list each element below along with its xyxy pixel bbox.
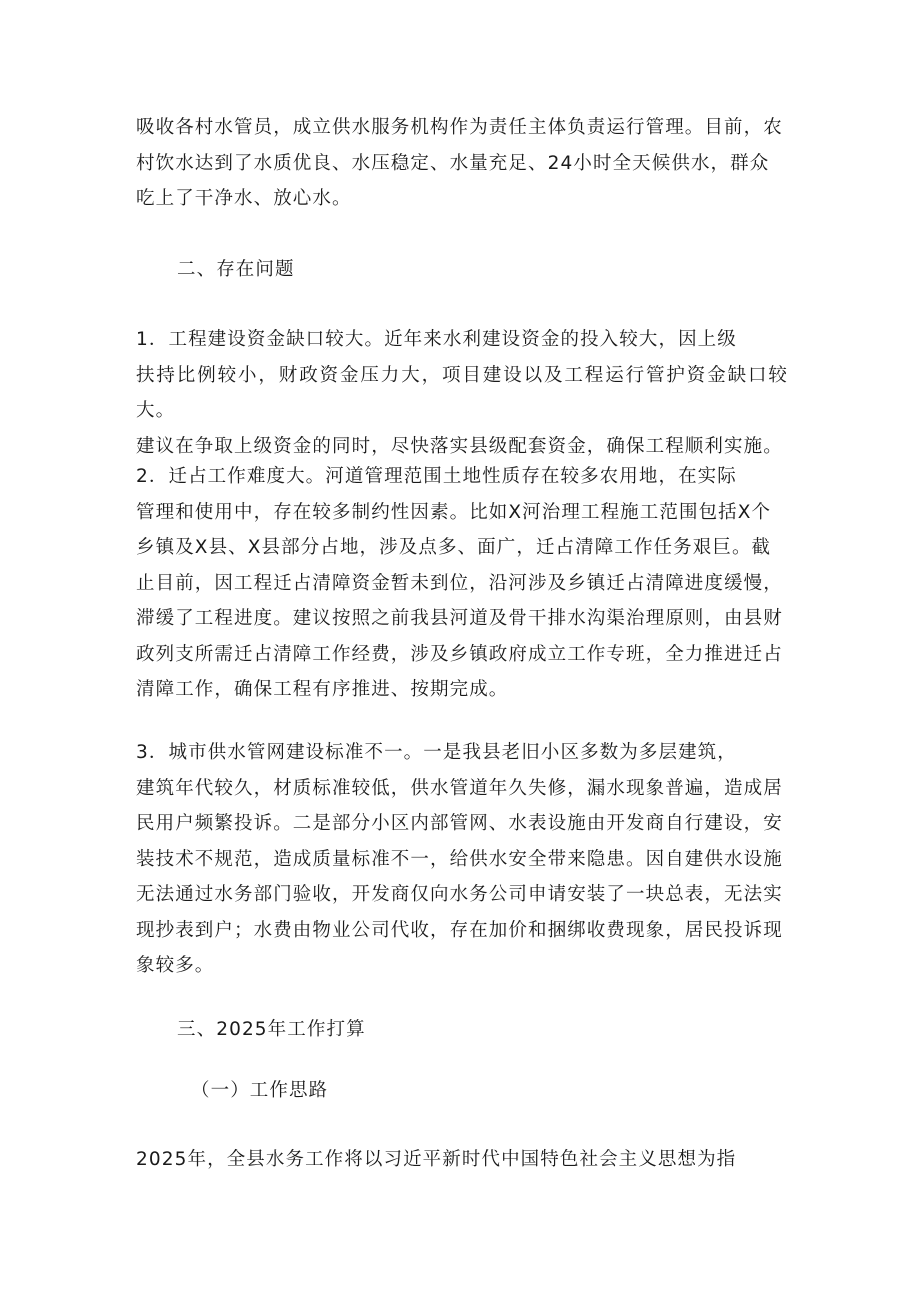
- paragraph-plan-start: 2025年，全县水务工作将以习近平新时代中国特色社会主义思想为指: [136, 1149, 737, 1170]
- paragraph-issue-relocation: 2．迁占工作难度大。河道管理范围土地性质存在较多农用地，在实际 管理和使用中，存在较多制约性因素。比如X河治理工程施工范围包括X个 乡镇及X县、X县部分占地，涉及点多、面广，迁占清障工作任务艰巨。截 止目前，因工程迁占清障资金暂未到位，沿河涉及乡镇迁占清障进度缓慢， 滞缓了工程进度。建议按照之前我县河道及骨干排水沟渠治理原则，由县财 政列支所需迁占清障工作经费，涉及乡镇政府成立工作专班，全力推进迁占 清障工作，确保工程有序推进、按期完成。: [136, 466, 783, 700]
- paragraph-issue-water-network: 3．城市供水管网建设标准不一。一是我县老旧小区多数为多层建筑， 建筑年代较久，材质标准较低，供水管道年久失修，漏水现象普遍，造成居 民用户频繁投诉。二是部分小区内部管网、水表设施由开发商自行建设，安 装技术不规范，造成质量标准不一，给供水安全带来隐患。因自建供水设施 无法通过水务部门验收，开发商仅向水务公司申请安装了一块总表，无法实 现抄表到户；水费由物业公司代收，存在加价和捆绑收费现象，居民投诉现 象较多。: [136, 742, 783, 976]
- paragraph-intro-continuation: 吸收各村水管员，成立供水服务机构作为责任主体负责运行管理。目前，农 村饮水达到了水质优良、水压稳定、水量充足、24小时全天候供水，群众 吃上了干净水、放心水。: [136, 117, 783, 209]
- section-heading-2025-plan: 三、2025年工作打算: [177, 1019, 366, 1040]
- subsection-heading-work-approach: （一）工作思路: [191, 1080, 329, 1101]
- paragraph-issue-funding: 1．工程建设资金缺口较大。近年来水利建设资金的投入较大，因上级 扶持比例较小，财政资金压力大，项目建设以及工程运行管护资金缺口较大。 建议在争取上级资金的同时，尽快落实县级配套资金，确保工程顺利实施。: [136, 329, 788, 457]
- section-heading-problems: 二、存在问题: [177, 259, 295, 280]
